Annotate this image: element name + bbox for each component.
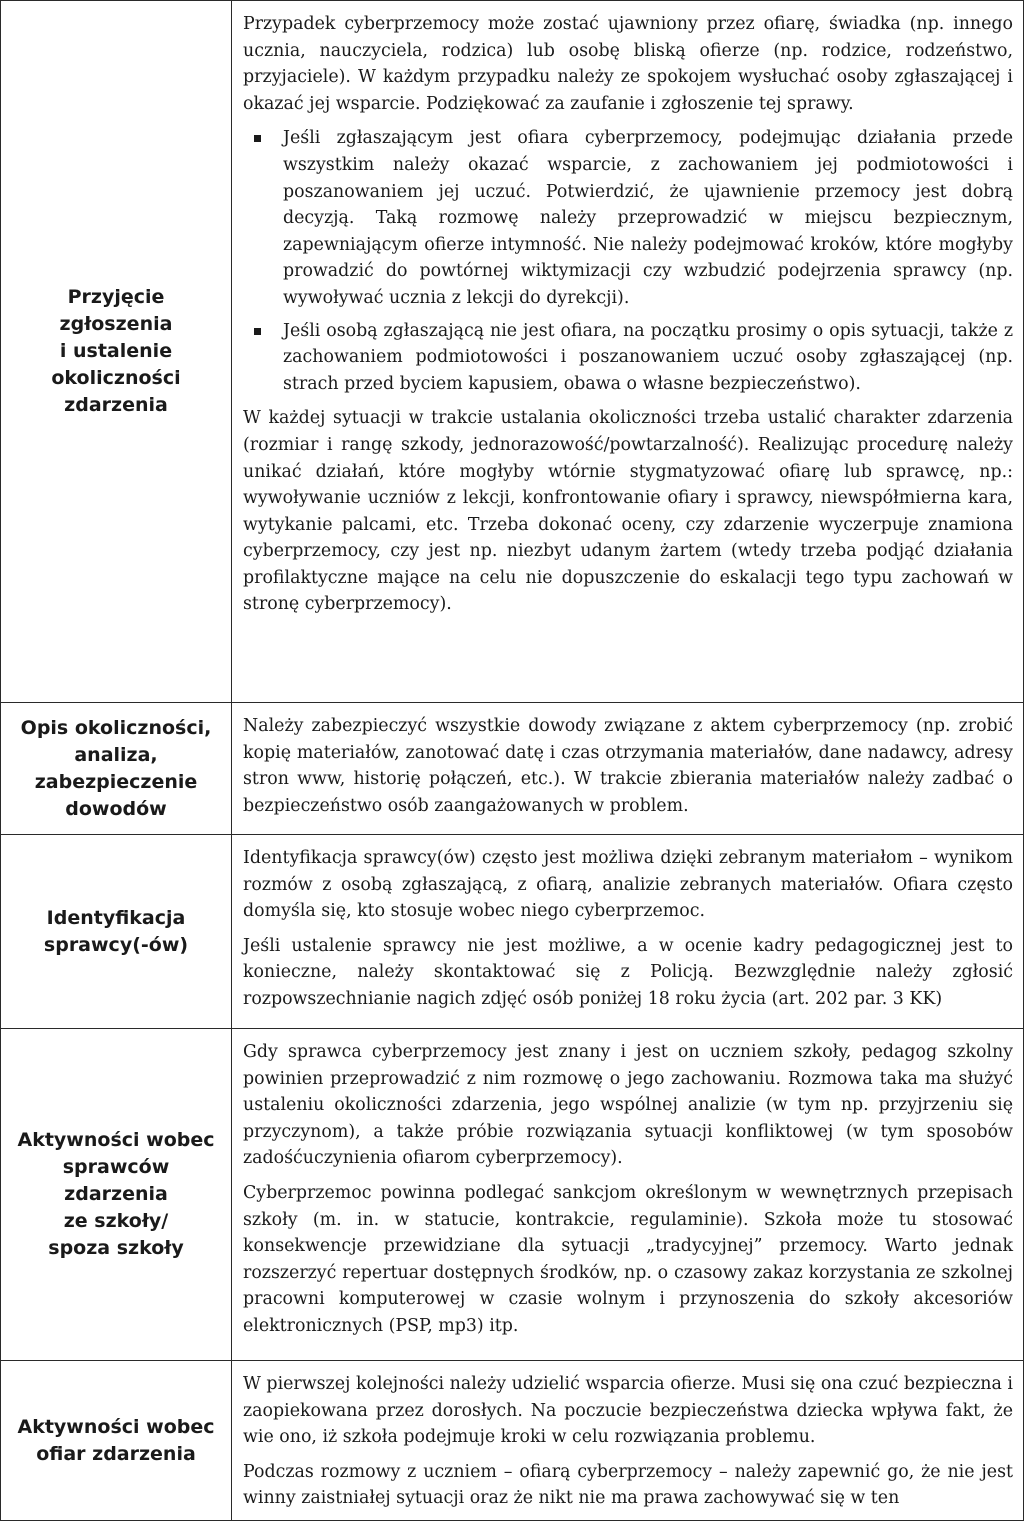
table-row xyxy=(1,1,1024,703)
table-row xyxy=(1,1029,1024,1361)
row-content xyxy=(232,1029,1024,1361)
row-content xyxy=(232,835,1024,1029)
paragraph: W pierwszej kolejności należy udzielić wsparcia ofierze. Musi się ona czuć bezpieczna i zaopiekowana przez dorosłych. Na poczucie bezpieczeństwa dziecka wpływa fakt, że wie ono, iż szkoła podejmuje kroki w celu rozwiązania problemu. xyxy=(243,1374,1013,1448)
row-content xyxy=(232,1,1024,703)
row-content xyxy=(232,703,1024,835)
paragraph: W każdej sytuacji w trakcie ustalania okoliczności trzeba ustalić charakter zdarzenia (rozmiar i rangę szkody, jednorazowość/powtarzalność). Realizując procedurę należy unikać działań, które mogłyby wtórnie stygmatyzować ofiarę lub sprawcę, np.: wywoływanie uczniów z lekcji, konfrontowanie ofiary i sprawcy, niewspółmierna kara, wytykanie palcami, etc. Trzeba dokonać oceny, czy zdarzenie wyczerpuje znamiona cyberprzemocy, czy jest np. niezbyt udanym żartem (wtedy trzeba podjąć działania profilaktyczne mające na celu nie dopuszczenie do eskalacji tego typu zachowań w stronę cyberprzemocy). xyxy=(243,408,1013,615)
paragraph: Jeśli ustalenie sprawcy nie jest możliwe, a w ocenie kadry pedagogicznej jest to konieczne, należy skontaktować się z Policją. Bezwzględnie należy zgłosić rozpowszechnianie nagich zdjęć osób poniżej 18 roku życia (art. 202 par. 3 KK) xyxy=(243,935,1013,1009)
row-label: Opis okoliczności, analiza, zabezpieczenie dowodów xyxy=(1,703,232,835)
row-label: Aktywności wobec sprawców zdarzenia ze szkoły/ spoza szkoły xyxy=(1,1029,232,1361)
table-row xyxy=(1,835,1024,1029)
table-row xyxy=(1,703,1024,835)
paragraph: Identyfikacja sprawcy(ów) często jest możliwa dzięki zebranym materiałom – wynikom rozmów z osobą zgłaszającą, z ofiarą, analizie zebranych materiałów. Ofiara często domyśla się, kto stosuje wobec niego cyberprzemoc. xyxy=(243,848,1013,922)
row-label: Przyjęcie zgłoszenia i ustalenie okoliczności zdarzenia xyxy=(1,1,232,703)
row-label: Aktywności wobec ofiar zdarzenia xyxy=(1,1361,232,1521)
bullet-list xyxy=(243,125,1013,397)
paragraph: Podczas rozmowy z uczniem – ofiarą cyberprzemocy – należy zapewnić go, że nie jest winny zaistniałej sytuacji oraz że nikt nie ma prawa zachowywać się w ten xyxy=(243,1461,1013,1509)
paragraph: Należy zabezpieczyć wszystkie dowody związane z aktem cyberprzemocy (np. zrobić kopię materiałów, zanotować datę i czas otrzymania materiałów, dane nadawcy, adresy stron www, historię połączeń, etc.). W trakcie zbierania materiałów należy zadbać o bezpieczeństwo osób zaangażowanych w problem. xyxy=(243,716,1013,816)
paragraph: Przypadek cyberprzemocy może zostać ujawniony przez ofiarę, świadka (np. innego ucznia, nauczyciela, rodzica) lub osobę bliską ofierze (np. rodzice, rodzeństwo, przyjaciele). W każdym przypadku należy ze spokojem wysłuchać osoby zgłaszającej i okazać jej wsparcie. Podziękować za zaufanie i zgłoszenie tej sprawy. xyxy=(243,14,1013,114)
row-label: Identyfikacja sprawcy(-ów) xyxy=(1,835,232,1029)
paragraph: Gdy sprawca cyberprzemocy jest znany i jest on uczniem szkoły, pedagog szkolny powinien przeprowadzić z nim rozmowę o jego zachowaniu. Rozmowa taka ma służyć ustaleniu okoliczności zdarzenia, jego wspólnej analizie (w tym np. przyjrzeniu się przyczynom), a także próbie rozwiązania sytuacji konfliktowej (w tym sposobów zadośćuczynienia ofiarom cyberprzemocy). xyxy=(243,1042,1013,1169)
list-item: Jeśli osobą zgłaszającą nie jest ofiara, na początku prosimy o opis sytuacji, także z zachowaniem podmiotowości i poszanowaniem uczuć osoby zgłaszającej (np. strach przed byciem kapusiem, obawa o własne bezpieczeństwo). xyxy=(283,318,1013,398)
paragraph: Cyberprzemoc powinna podlegać sankcjom określonym w wewnętrznych przepisach szkoły (m. in. w statucie, kontrakcie, regulaminie). Szkoła może tu stosować konsekwencje przewidziane dla sytuacji „tradycyjnej” przemocy. Warto jednak rozszerzyć repertuar dostępnych środków, np. o czasowy zakaz korzystania ze szkolnej pracowni komputerowej w czasie wolnym i przynoszenia do szkoły akcesoriów elektronicznych (PSP, mp3) itp. xyxy=(243,1182,1013,1336)
row-content xyxy=(232,1361,1024,1521)
list-item: Jeśli zgłaszającym jest ofiara cyberprzemocy, podejmując działania przede wszystkim należy okazać wsparcie, z zachowaniem jej podmiotowości i poszanowaniem jej uczuć. Potwierdzić, że ujawnienie przemocy jest dobrą decyzją. Taką rozmowę należy przeprowadzić w miejscu bezpiecznym, zapewniającym ofierze intymność. Nie należy podejmować kroków, które mogłyby prowadzić do powtórnej wiktymizacji czy wzbudzić podejrzenia sprawcy (np. wywoływać ucznia z lekcji do dyrekcji). xyxy=(283,125,1013,311)
table-row xyxy=(1,1361,1024,1521)
